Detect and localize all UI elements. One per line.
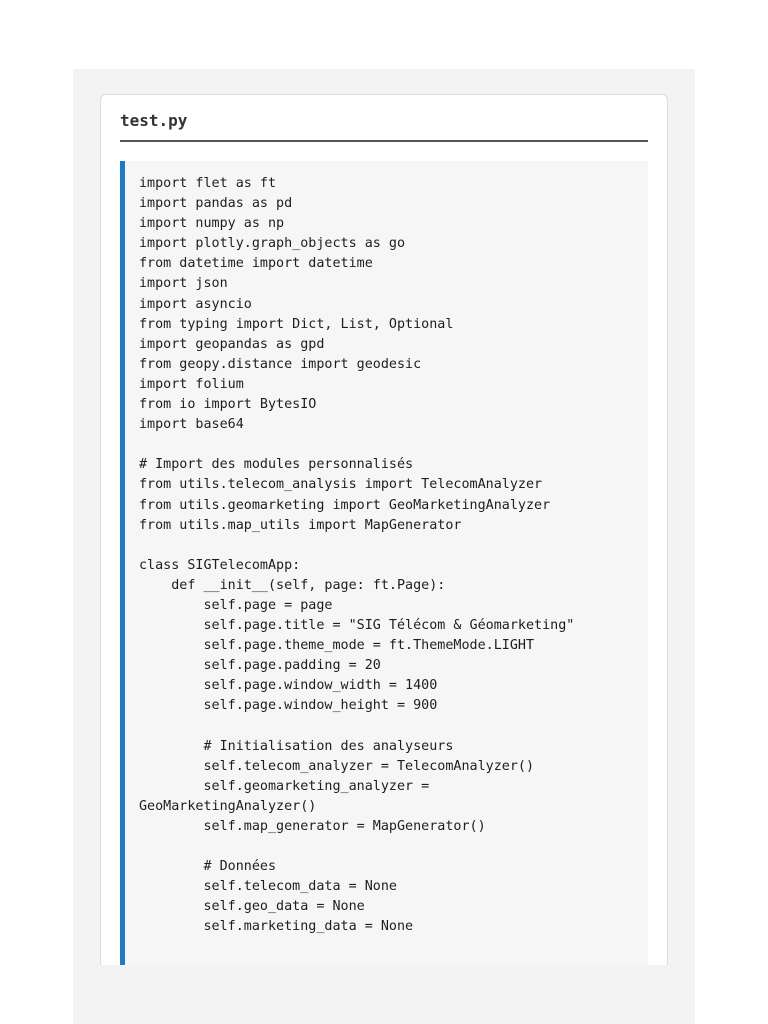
code-line: self.page = page: [139, 597, 333, 613]
code-content: [139, 174, 574, 938]
code-line: from io import BytesIO: [139, 397, 317, 413]
code-line: from datetime import datetime: [139, 256, 373, 272]
code-line: import folium: [139, 376, 244, 392]
code-line: from geopy.distance import geodesic: [139, 356, 422, 372]
code-line: from utils.telecom_analysis import TelecomAnalyzer: [139, 477, 543, 493]
code-line: from typing import Dict, List, Optional: [139, 316, 454, 332]
code-line: import flet as ft: [139, 176, 277, 191]
code-line: from utils.map_utils import MapGenerator: [139, 517, 462, 533]
code-line: import json: [139, 276, 228, 292]
code-line: def __init__(self, page: ft.Page):: [139, 577, 446, 593]
code-line: self.page.padding = 20: [139, 658, 381, 674]
code-line: self.page.theme_mode = ft.ThemeMode.LIGHT: [139, 638, 535, 654]
code-line: import base64: [139, 417, 244, 433]
code-line: # Initialisation des analyseurs: [139, 738, 454, 754]
code-line: self.page.title = "SIG Télécom & Géomarketing": [139, 618, 575, 634]
code-line: self.geo_data = None: [139, 899, 365, 915]
code-line: self.telecom_analyzer = TelecomAnalyzer(): [139, 758, 535, 774]
code-line: from utils.geomarketing import GeoMarketingAnalyzer: [139, 497, 551, 513]
code-line: self.page.window_width = 1400: [139, 678, 438, 694]
code-line: self.map_generator = MapGenerator(): [139, 819, 486, 834]
code-line: # Import des modules personnalisés: [139, 457, 414, 473]
code-line: class SIGTelecomApp:: [139, 557, 301, 573]
code-line: # Données: [139, 859, 277, 875]
page-background: [73, 69, 695, 1024]
code-line: self.marketing_data = None: [139, 919, 414, 935]
code-line: import geopandas as gpd: [139, 336, 325, 352]
code-line: import plotly.graph_objects as go: [139, 236, 406, 252]
code-lines: [139, 176, 574, 934]
file-card: [100, 94, 668, 965]
title-divider: [120, 140, 648, 142]
file-title: test.py: [120, 111, 188, 130]
code-line: self.telecom_data = None: [139, 879, 397, 895]
code-line: import numpy as np: [139, 216, 285, 232]
code-line: import asyncio: [139, 296, 252, 312]
code-block: [120, 161, 648, 965]
code-line: self.geomarketing_analyzer =: [139, 778, 430, 794]
code-line: GeoMarketingAnalyzer(): [139, 798, 317, 814]
code-line: import pandas as pd: [139, 196, 293, 212]
code-line: self.page.window_height = 900: [139, 698, 438, 714]
